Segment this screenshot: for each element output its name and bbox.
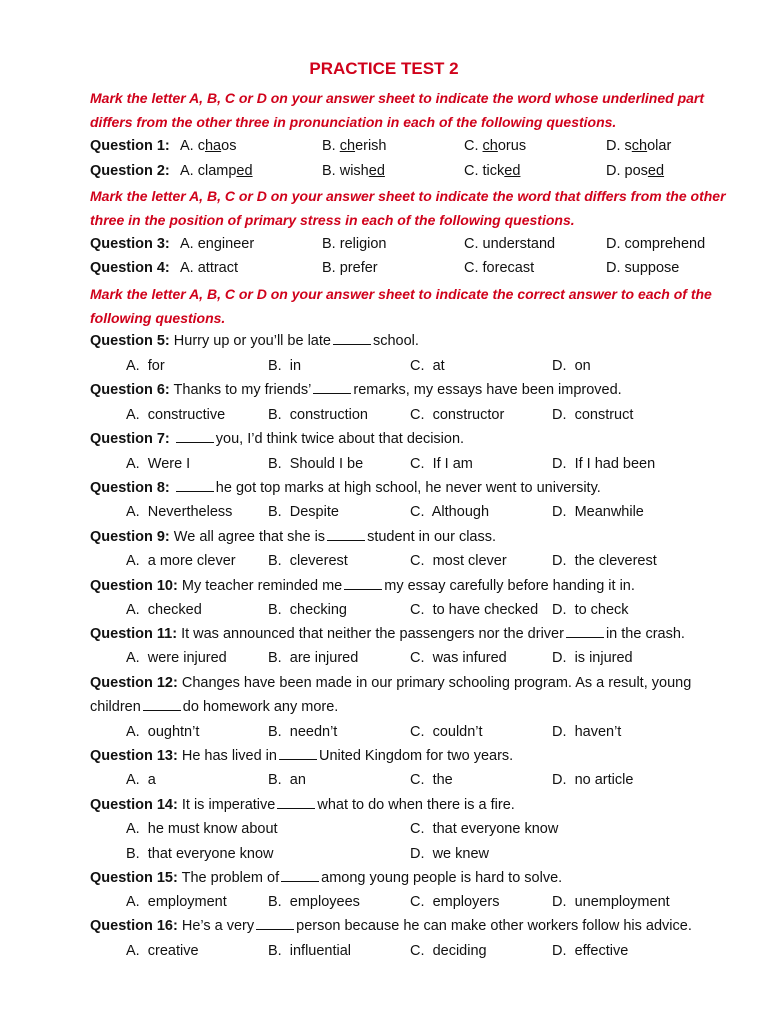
option-c: C. forecast <box>464 260 535 276</box>
option-c: C. most clever <box>410 553 507 569</box>
question-label: Question 8: <box>90 480 170 496</box>
option-b: B. are injured <box>268 650 359 666</box>
option-a: A. creative <box>126 943 199 959</box>
answer-blank <box>313 379 351 394</box>
question-label: Question 9: <box>90 529 170 545</box>
question-label: Question 12: <box>90 675 178 691</box>
answer-blank <box>344 575 382 590</box>
option-a: A. constructive <box>126 407 226 423</box>
option-c: C. to have checked <box>410 602 539 618</box>
option-c: C. constructor <box>410 407 505 423</box>
question-label: Question 2: <box>90 163 170 179</box>
question-label: Question 6: <box>90 382 170 398</box>
question-6: Question 6: Thanks to my friends’ remarks, my essays have been improved. <box>90 378 730 402</box>
option-a: A. clamped <box>180 163 253 179</box>
answer-blank <box>333 330 371 345</box>
instruction-2: Mark the letter A, B, C or D on your answer sheet to indicate the word that differs from the other three in the position of primary stress in each of the following questions. <box>90 188 726 228</box>
question-16: Question 16: He’s a very person because he can make other workers follow his advice. <box>90 914 730 938</box>
question-label: Question 5: <box>90 333 170 349</box>
option-b: B. Despite <box>268 504 339 520</box>
option-d: D. to check <box>552 602 629 618</box>
question-label: Question 16: <box>90 918 178 934</box>
option-c: C. understand <box>464 236 556 252</box>
option-d: D. Meanwhile <box>552 504 644 520</box>
question-8: Question 8: he got top marks at high school, he never went to university. <box>90 476 730 500</box>
question-label: Question 10: <box>90 578 178 594</box>
question-9: Question 9: We all agree that she is student in our class. <box>90 525 730 549</box>
option-b: B. checking <box>268 602 347 618</box>
option-b: B. prefer <box>322 260 378 276</box>
answer-blank <box>281 867 319 882</box>
option-a: A. oughtn’t <box>126 724 200 740</box>
option-c: C. couldn’t <box>410 724 483 740</box>
option-c: C. that everyone know <box>410 821 559 837</box>
question-label: Question 7: <box>90 431 170 447</box>
answer-blank <box>176 428 214 443</box>
question-label: Question 3: <box>90 236 170 252</box>
option-a: A. Nevertheless <box>126 504 233 520</box>
option-d: D. we knew <box>410 846 489 862</box>
option-b: B. needn’t <box>268 724 338 740</box>
option-b: B. construction <box>268 407 368 423</box>
option-a: A. a more clever <box>126 553 236 569</box>
question-12: Question 12: Changes have been made in our primary schooling program. As a result, young <box>90 675 692 691</box>
option-c: C. chorus <box>464 138 527 154</box>
option-a: A. he must know about <box>126 821 278 837</box>
answer-blank <box>143 696 181 711</box>
option-a: A. were injured <box>126 650 227 666</box>
option-c: C. If I am <box>410 456 473 472</box>
option-d: D. If I had been <box>552 456 656 472</box>
question-10: Question 10: My teacher reminded me my essay carefully before handing it in. <box>90 574 730 598</box>
instruction-1: Mark the letter A, B, C or D on your answer sheet to indicate the word whose underlined part differs from the other three in pronunciation in each of the following questions. <box>90 90 705 130</box>
option-d: D. comprehend <box>606 236 706 252</box>
option-d: D. suppose <box>606 260 680 276</box>
question-label: Question 13: <box>90 748 178 764</box>
answer-blank <box>256 915 294 930</box>
question-14: Question 14: It is imperative what to do when there is a fire. <box>90 793 730 817</box>
option-b: B. employees <box>268 894 360 910</box>
question-label: Question 4: <box>90 260 170 276</box>
option-b: B. that everyone know <box>126 846 274 862</box>
answer-blank <box>566 623 604 638</box>
question-12-continued: children do homework any more. <box>90 695 730 719</box>
answer-blank <box>279 745 317 760</box>
instruction-3: Mark the letter A, B, C or D on your answer sheet to indicate the correct answer to each of the following questions. <box>90 286 712 326</box>
option-a: A. employment <box>126 894 227 910</box>
option-a: A. for <box>126 358 165 374</box>
question-15: Question 15: The problem of among young people is hard to solve. <box>90 866 730 890</box>
option-a: A. checked <box>126 602 202 618</box>
option-d: D. posed <box>606 163 665 179</box>
answer-blank <box>176 477 214 492</box>
option-d: D. the cleverest <box>552 553 657 569</box>
option-d: D. effective <box>552 943 629 959</box>
option-d: D. construct <box>552 407 634 423</box>
question-7: Question 7: you, I’d think twice about that decision. <box>90 427 730 451</box>
option-d: D. on <box>552 358 591 374</box>
option-d: D. is injured <box>552 650 633 666</box>
option-b: B. influential <box>268 943 352 959</box>
question-13: Question 13: He has lived in United Kingdom for two years. <box>90 744 730 768</box>
option-d: D. haven’t <box>552 724 622 740</box>
question-label: Question 14: <box>90 797 178 813</box>
question-label: Question 11: <box>90 626 178 642</box>
option-b: B. cleverest <box>268 553 348 569</box>
question-5: Question 5: Hurry up or you’ll be late school. <box>90 329 730 353</box>
question-11: Question 11: It was announced that neither the passengers nor the driver in the crash. <box>90 622 730 646</box>
option-d: D. scholar <box>606 138 672 154</box>
page-title: PRACTICE TEST 2 <box>309 59 459 78</box>
option-a: A. engineer <box>180 236 255 252</box>
option-c: C. deciding <box>410 943 487 959</box>
option-c: C. was infured <box>410 650 507 666</box>
option-b: B. Should I be <box>268 456 364 472</box>
option-d: D. unemployment <box>552 894 670 910</box>
option-b: B. religion <box>322 236 387 252</box>
option-a: A. chaos <box>180 138 237 154</box>
option-c: C. ticked <box>464 163 521 179</box>
option-c: C. the <box>410 772 453 788</box>
option-c: C. Although <box>410 504 490 520</box>
option-b: B. wished <box>322 163 385 179</box>
option-b: B. in <box>268 358 302 374</box>
option-a: A. Were I <box>126 456 191 472</box>
question-label: Question 1: <box>90 138 170 154</box>
option-a: A. attract <box>180 260 239 276</box>
option-b: B. an <box>268 772 306 788</box>
option-a: A. a <box>126 772 156 788</box>
answer-blank <box>327 526 365 541</box>
option-c: C. employers <box>410 894 500 910</box>
option-d: D. no article <box>552 772 634 788</box>
answer-blank <box>277 794 315 809</box>
option-c: C. at <box>410 358 445 374</box>
option-b: B. cherish <box>322 138 387 154</box>
question-label: Question 15: <box>90 870 178 886</box>
